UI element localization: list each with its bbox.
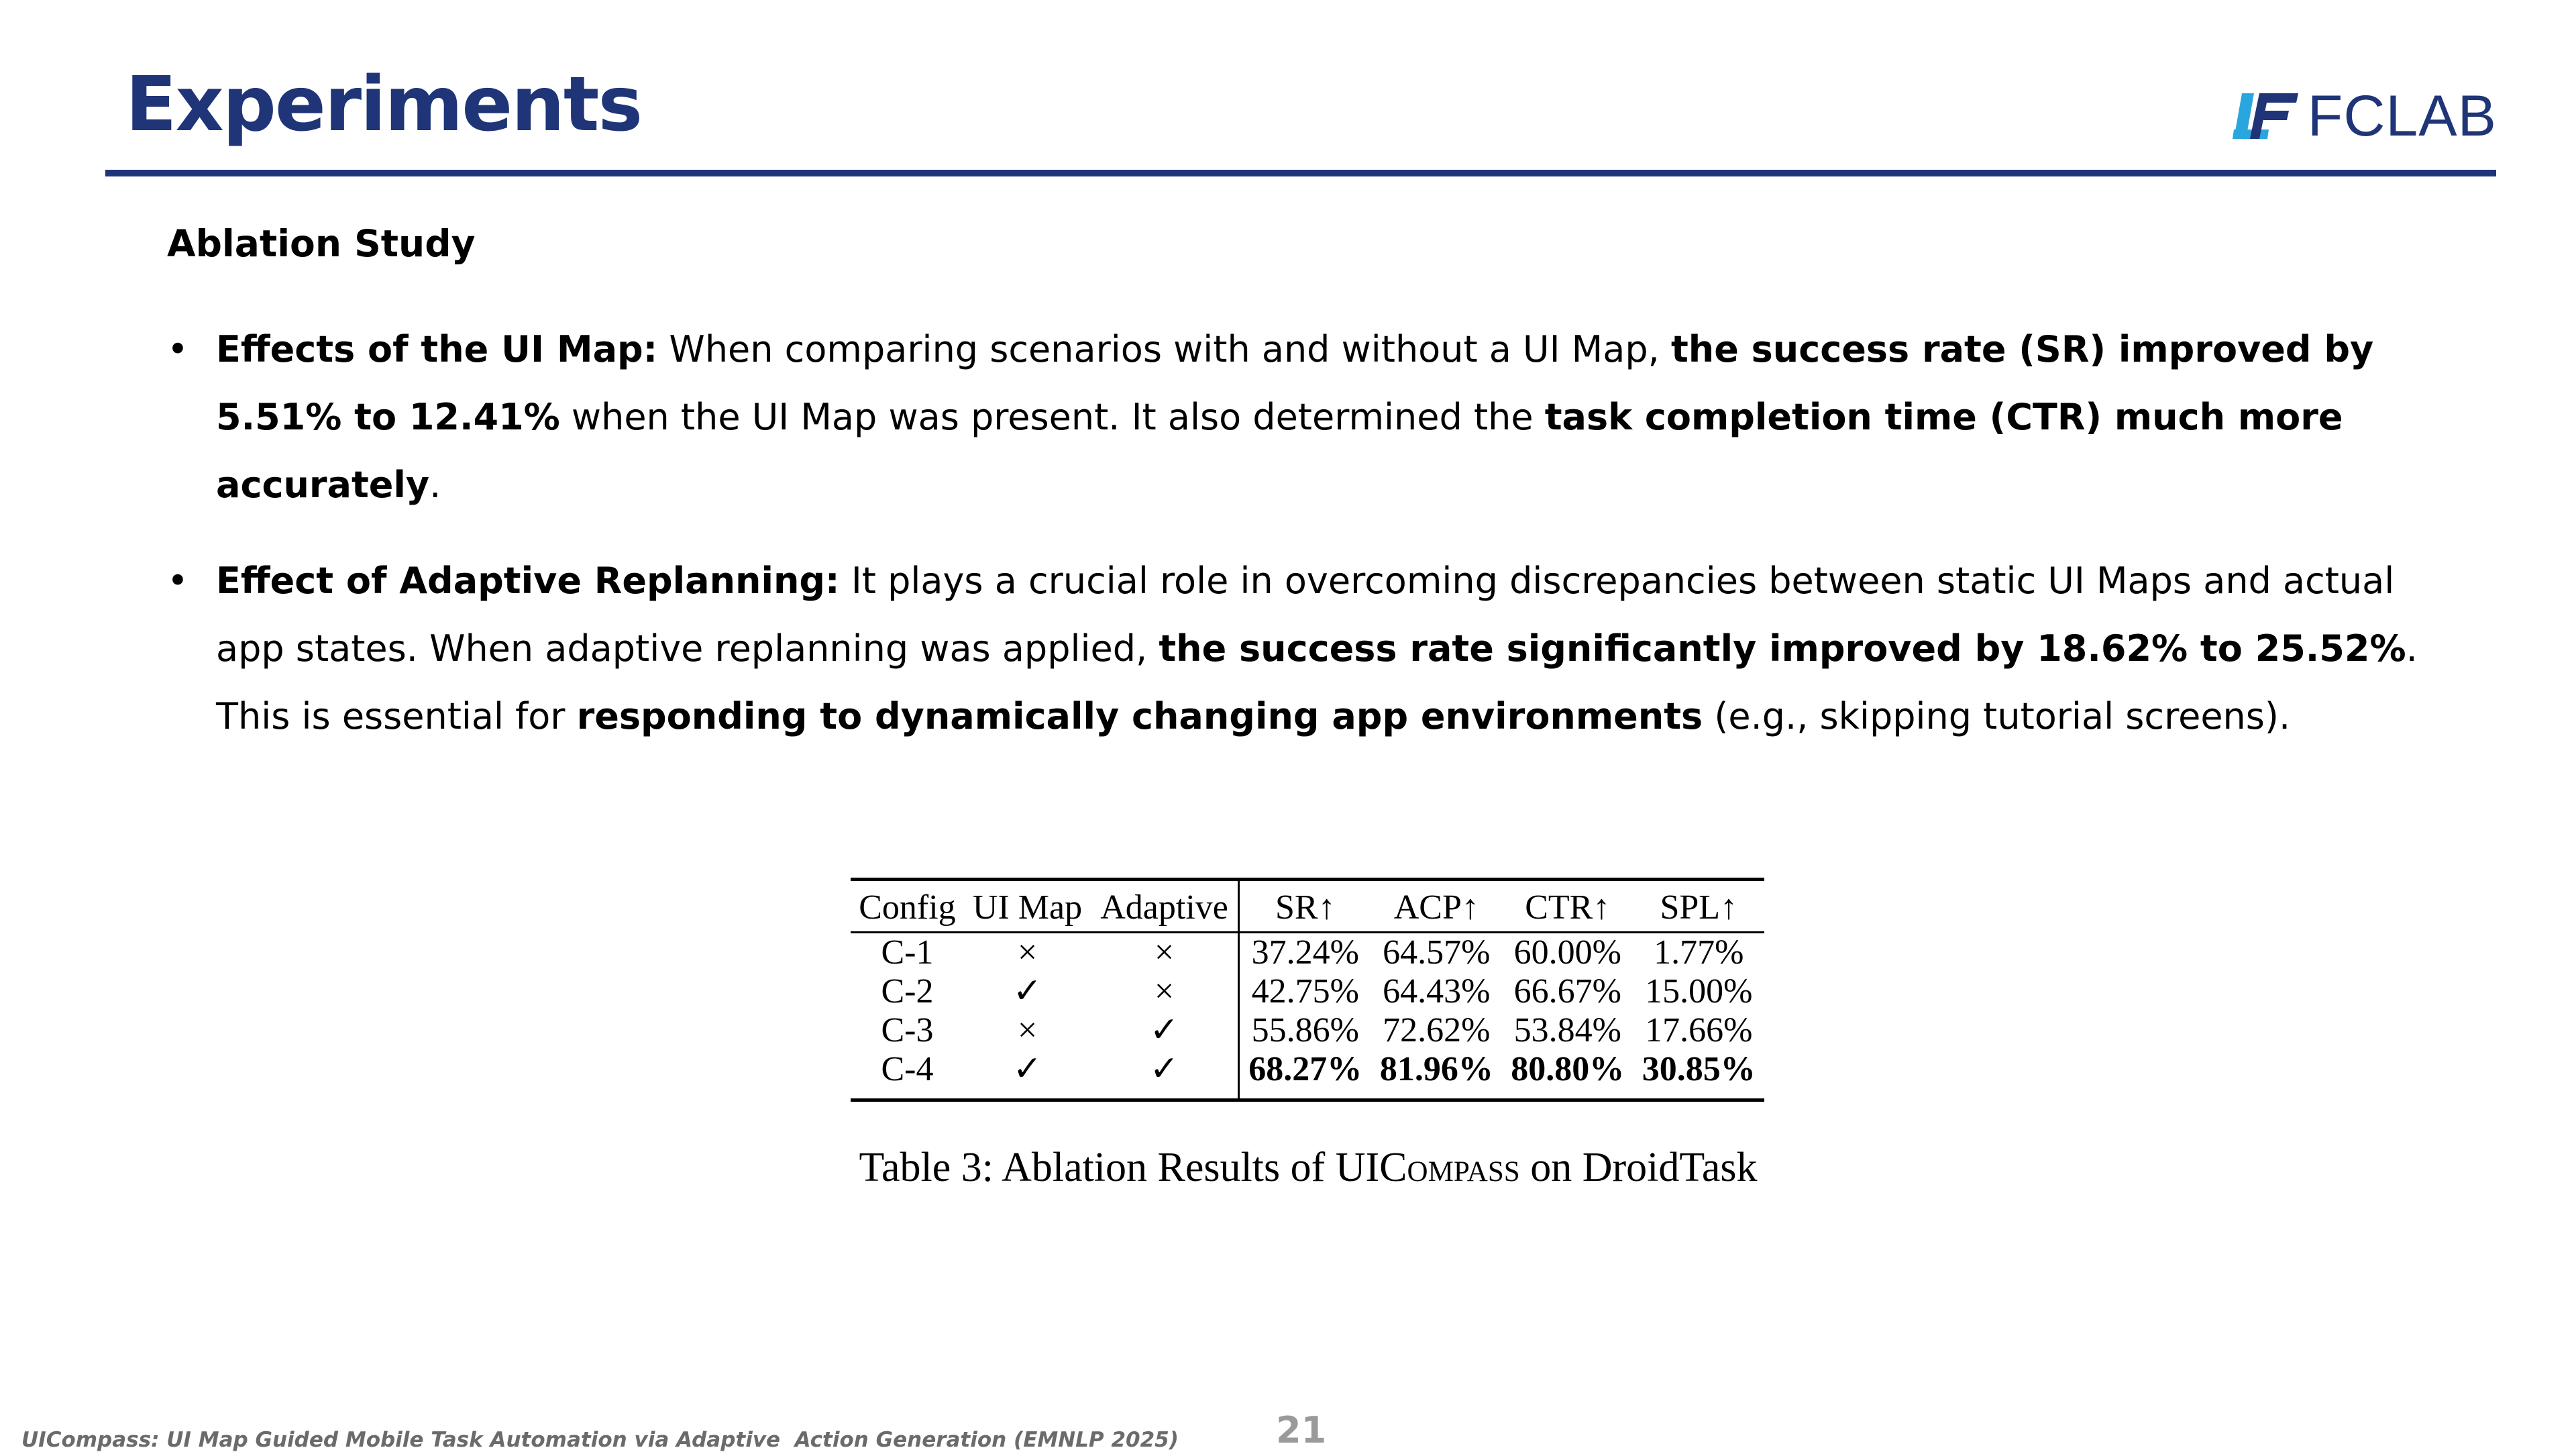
caption-prefix: Table 3: Ablation Results of UIC — [859, 1145, 1407, 1190]
header-ctr: CTR↑ — [1502, 880, 1633, 933]
slide-title: Experiments — [125, 61, 642, 148]
logo-text: FCLAB — [2307, 84, 2497, 148]
table-row-best — [851, 1050, 1764, 1100]
bullet-emphasis: the success rate (SR) improved by 5.51% to 12.41% — [216, 328, 2374, 438]
cell-ctr: 66.67% — [1513, 972, 1621, 1010]
cell-sr: 42.75% — [1251, 972, 1359, 1010]
page-number: 21 — [1276, 1409, 1327, 1451]
header-adaptive: Adaptive — [1091, 880, 1238, 933]
bullet-text: . This is essential for — [216, 627, 2418, 737]
bullet-text: . — [429, 464, 441, 506]
bullet-marker: • — [167, 560, 189, 602]
bullet-emphasis: task completion time (CTR) much more accurately — [216, 396, 2343, 506]
bullet-lead: Effects of the UI Map: — [216, 328, 658, 370]
cell-adaptive: ✓ — [1091, 1050, 1238, 1100]
bullet-text: (e.g., skipping tutorial screens). — [1703, 695, 2291, 737]
bullet-emphasis: responding to dynamically changing app environments — [576, 695, 1703, 737]
fclab-logo-icon — [2233, 89, 2298, 143]
header-ui-map: UI Map — [964, 880, 1091, 933]
header-spl: SPL↑ — [1633, 880, 1765, 933]
title-divider — [105, 170, 2496, 176]
cell-adaptive: × — [1091, 933, 1238, 973]
bullet-item-ui-map — [167, 315, 2448, 519]
table-row — [851, 933, 1764, 973]
cell-ui-map: × — [1017, 933, 1038, 972]
bullet-list — [167, 315, 2448, 778]
cell-sr: 68.27% — [1248, 1050, 1362, 1088]
cell-spl: 15.00% — [1645, 972, 1753, 1010]
cell-ctr: 53.84% — [1513, 1011, 1621, 1049]
bullet-marker: • — [167, 328, 189, 370]
cell-spl: 17.66% — [1645, 1011, 1753, 1049]
caption-smallcaps: ompass — [1407, 1145, 1520, 1190]
cell-acp: 72.62% — [1383, 1011, 1491, 1049]
header-config: Config — [851, 880, 964, 933]
cell-acp: 81.96% — [1379, 1050, 1493, 1088]
footer-citation: UICompass: UI Map Guided Mobile Task Automation via Adaptive Action Generation (EMNLP 2025) — [21, 1428, 1179, 1452]
cell-sr: 55.86% — [1251, 1011, 1359, 1049]
section-heading: Ablation Study — [167, 222, 476, 265]
cell-sr: 37.24% — [1251, 933, 1359, 972]
cell-acp: 64.57% — [1383, 933, 1491, 972]
table-header-row — [851, 880, 1764, 933]
cell-spl: 1.77% — [1654, 933, 1744, 972]
bullet-item-adaptive-replanning — [167, 547, 2448, 750]
bullet-emphasis: the success rate significantly improved by 18.62% to 25.52% — [1159, 627, 2406, 670]
cell-ui-map: ✓ — [1012, 1050, 1042, 1088]
cell-ui-map: ✓ — [1012, 972, 1042, 1010]
cell-config: C-1 — [881, 933, 934, 972]
table-row — [851, 972, 1764, 1011]
table-row — [851, 1011, 1764, 1050]
cell-ctr: 80.80% — [1511, 1050, 1625, 1088]
cell-adaptive: ✓ — [1091, 1011, 1238, 1050]
ablation-table-container — [851, 878, 1764, 1102]
bullet-lead: Effect of Adaptive Replanning: — [216, 560, 840, 602]
cell-ctr: 60.00% — [1513, 933, 1621, 972]
fclab-logo — [2233, 86, 2497, 146]
header-sr: SR↑ — [1239, 880, 1371, 933]
cell-adaptive: × — [1091, 972, 1238, 1011]
cell-config: C-4 — [881, 1050, 934, 1088]
cell-ui-map: × — [1017, 1011, 1038, 1049]
bullet-text: when the UI Map was present. It also determined the — [559, 396, 1545, 438]
bullet-text: It plays a crucial role in overcoming discrepancies between static UI Maps and actual app states. When adaptive replanning was applied, — [216, 560, 2395, 670]
cell-spl: 30.85% — [1642, 1050, 1756, 1088]
cell-config: C-3 — [881, 1011, 934, 1049]
caption-suffix: on DroidTask — [1519, 1145, 1758, 1190]
table-caption — [839, 1144, 1778, 1192]
bullet-text: When comparing scenarios with and without a UI Map, — [657, 328, 1671, 370]
ablation-table — [851, 878, 1764, 1102]
cell-config: C-2 — [881, 972, 934, 1010]
cell-acp: 64.43% — [1383, 972, 1491, 1010]
header-acp: ACP↑ — [1371, 880, 1502, 933]
